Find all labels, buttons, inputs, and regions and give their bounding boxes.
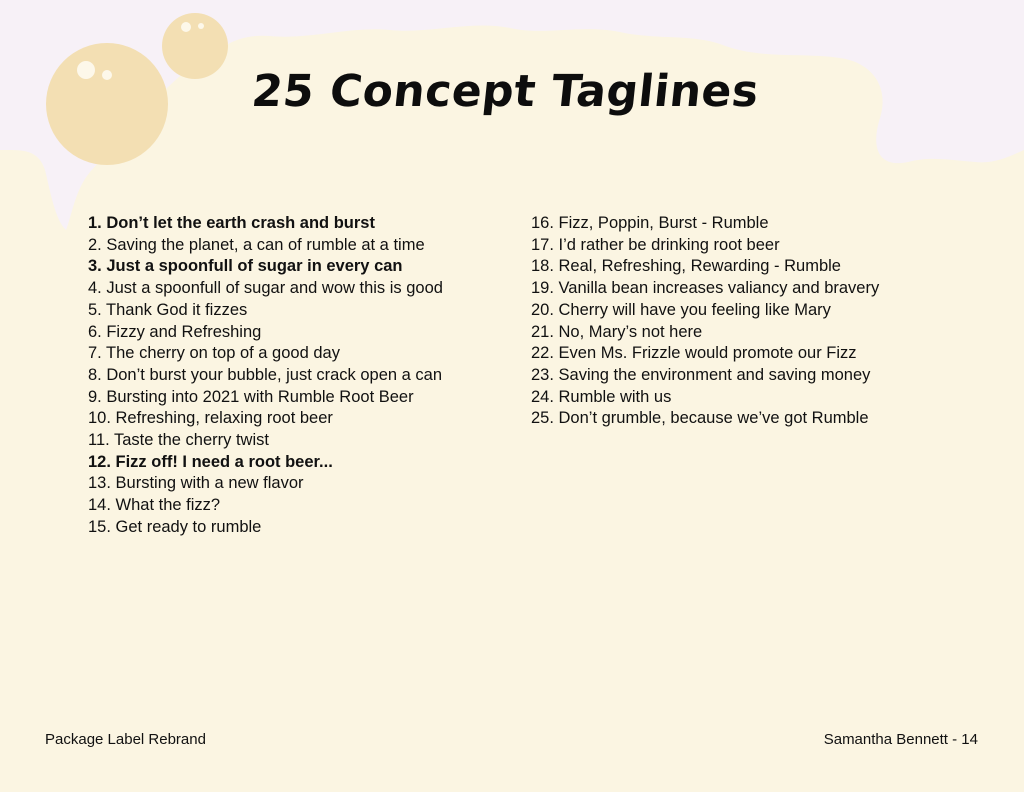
tagline-item: 18. Real, Refreshing, Rewarding - Rumble	[531, 257, 841, 276]
tagline-item: 16. Fizz, Poppin, Burst - Rumble	[531, 214, 769, 232]
tagline-item: 6. Fizzy and Refreshing	[88, 322, 262, 341]
tagline-item: 10. Refreshing, relaxing root beer	[88, 409, 333, 428]
footer-author-page: Samantha Bennett - 14	[823, 731, 978, 748]
tagline-item: 13. Bursting with a new flavor	[88, 474, 304, 493]
tagline-item: 1. Don’t let the earth crash and burst	[88, 214, 375, 232]
tagline-item: 15. Get ready to rumble	[88, 517, 262, 536]
tagline-item: 2. Saving the planet, a can of rumble at a time	[88, 235, 425, 254]
footer-project-title: Package Label Rebrand	[45, 731, 206, 748]
taglines-left-column	[88, 213, 518, 539]
small-bubble-highlight-small	[198, 23, 204, 29]
tagline-item: 9. Bursting into 2021 with Rumble Root Beer	[88, 387, 414, 406]
tagline-item: 21. No, Mary’s not here	[531, 322, 703, 341]
small-bubble-highlight	[181, 22, 191, 32]
tagline-item: 22. Even Ms. Frizzle would promote our Fizz	[531, 344, 857, 363]
large-bubble	[46, 43, 168, 165]
tagline-item: 4. Just a spoonfull of sugar and wow this is good	[88, 279, 443, 298]
tagline-item: 20. Cherry will have you feeling like Mary	[531, 300, 831, 319]
large-bubble-highlight	[77, 61, 95, 79]
taglines-right-column	[531, 213, 1001, 430]
large-bubble-highlight-small	[102, 70, 112, 80]
tagline-item: 19. Vanilla bean increases valiancy and bravery	[531, 279, 880, 298]
tagline-item: 25. Don’t grumble, because we’ve got Rumble	[531, 409, 869, 428]
tagline-item: 7. The cherry on top of a good day	[88, 344, 340, 363]
tagline-item: 23. Saving the environment and saving money	[531, 365, 871, 384]
tagline-item: 17. I’d rather be drinking root beer	[531, 235, 780, 254]
tagline-item: 12. Fizz off! I need a root beer...	[88, 452, 333, 471]
tagline-item: 3. Just a spoonfull of sugar in every can	[88, 257, 403, 276]
page-title: 25 Concept Taglines	[249, 66, 762, 117]
tagline-item: 8. Don’t burst your bubble, just crack open a can	[88, 365, 443, 384]
tagline-item: 11. Taste the cherry twist	[88, 431, 269, 450]
small-bubble	[162, 13, 228, 79]
tagline-item: 5. Thank God it fizzes	[88, 300, 248, 319]
tagline-item: 24. Rumble with us	[531, 387, 672, 406]
tagline-item: 14. What the fizz?	[88, 496, 221, 515]
